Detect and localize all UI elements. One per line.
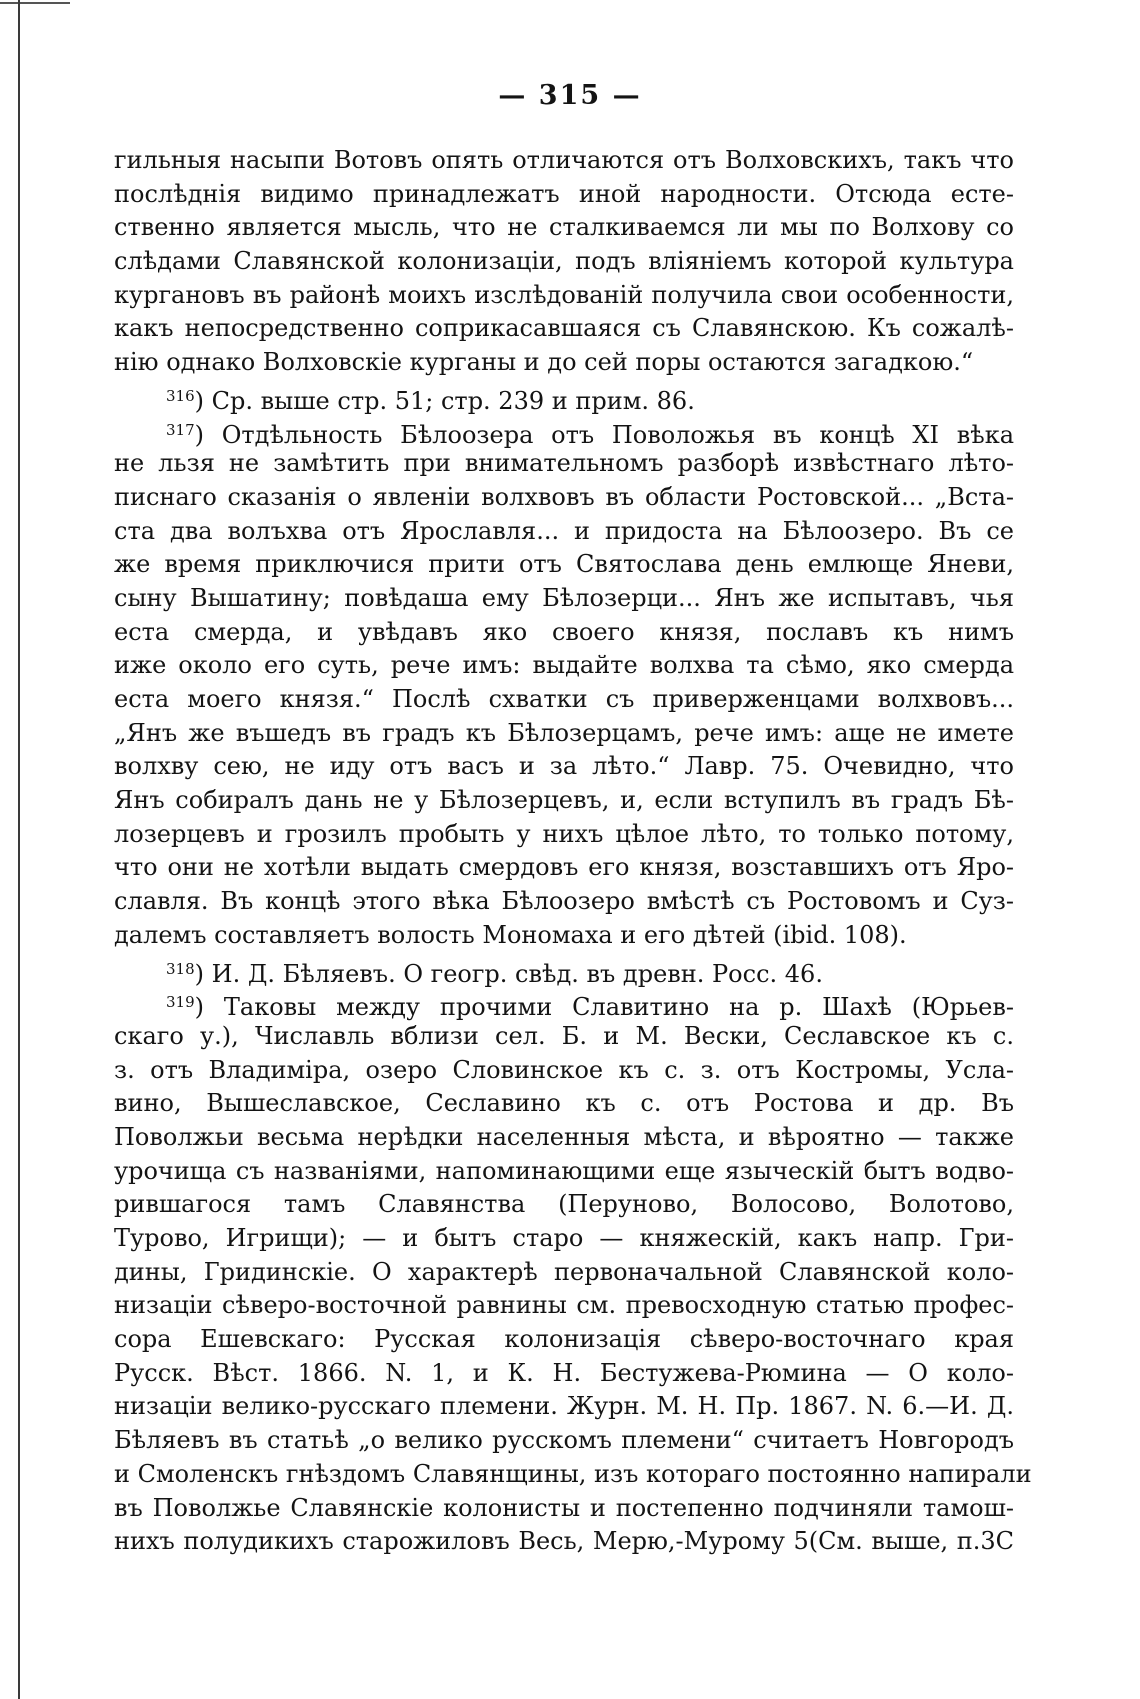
line-text: рившагося тамъ Славянства (Перуново, Волосово, Волотово,: [114, 1190, 1014, 1219]
line-text: слѣдами Славянской колонизаціи, подъ вліяніемъ которой культура: [114, 247, 1014, 276]
line-text: и Смоленскъ гнѣздомъ Славянщины, изъ котораго постоянно напирали: [114, 1459, 1032, 1488]
text-line: [114, 649, 1014, 683]
footnote-number: 316: [166, 386, 195, 405]
text-line: [114, 346, 1014, 380]
line-text: какъ непосредственно соприкасавшаяся съ Славянскою. Къ сожалѣ-: [114, 314, 1014, 343]
line-text: Поволжьи весьма нерѣдки населенныя мѣста, и вѣроятно — также: [114, 1122, 1014, 1151]
text-line: [114, 1323, 1014, 1357]
line-text: послѣднія видимо принадлежатъ иной народности. Отсюда есте-: [114, 179, 1014, 208]
text-line: [114, 279, 1014, 313]
text-line: [114, 683, 1014, 717]
line-text: ственно является мысль, что не сталкиваемся ли мы по Волхову со: [114, 213, 1014, 242]
line-text: ) И. Д. Бѣляевъ. О геогр. свѣд. въ древн. Росс. 46.: [194, 959, 823, 988]
text-line: [114, 1289, 1014, 1323]
line-text: „Янъ же въшедъ въ градъ къ Бѣлозерцамъ, рече имъ: аще не имете: [114, 718, 1014, 747]
text-line: [114, 1188, 1014, 1222]
page-number: — 315 —: [498, 80, 642, 111]
line-text: кургановъ въ районѣ моихъ изслѣдованій получила свои особенности,: [114, 280, 1014, 309]
line-text: что они не хотѣли выдать смердовъ его князя, возставшихъ отъ Яро-: [114, 853, 1014, 882]
text-line: [114, 1020, 1014, 1054]
line-text: урочища съ названіями, напоминающими еще языческій бытъ водво-: [114, 1156, 1014, 1185]
line-text: сыну Вышатину; повѣдаша ему Бѣлозерци... Янъ же испытавъ, чья: [114, 583, 1014, 612]
text-line: [114, 1458, 1032, 1492]
line-text: писнаго сказанія о явленіи волхвовъ въ области Ростовской... „Вста-: [114, 482, 1014, 511]
text-line: [114, 851, 1014, 885]
line-text: еста смерда, и увѣдавъ яко своего князя, пославъ къ нимъ: [114, 617, 1014, 646]
line-text: не льзя не замѣтить при внимательномъ разборѣ извѣстнаго лѣто-: [114, 449, 1014, 478]
line-text: Русск. Вѣст. 1866. N. 1, и К. Н. Бестужева-Рюмина — О коло-: [114, 1358, 1014, 1387]
line-text: гильныя насыпи Вотовъ опять отличаются отъ Волховскихъ, такъ что: [114, 146, 1014, 174]
text-line: [114, 1357, 1014, 1391]
line-text: ) Таковы между прочими Славитино на р. Шахѣ (Юрьев-: [194, 993, 1014, 1022]
line-text: з. отъ Владиміра, озеро Словинское къ с. з. отъ Костромы, Усла-: [114, 1055, 1014, 1084]
line-text: славля. Въ концѣ этого вѣка Бѣлоозеро вмѣстѣ съ Ростовомъ и Суз-: [114, 887, 1014, 916]
line-text: Янъ собиралъ дань не у Бѣлозерцевъ, и, если вступилъ въ градъ Бѣ-: [114, 786, 1014, 815]
line-text: еста моего князя.“ Послѣ схватки съ приверженцами волхвовъ...: [114, 685, 1014, 713]
text-line: [114, 447, 1014, 481]
line-text: волхву сею, не иду отъ васъ и за лѣто.“ Лавр. 75. Очевидно, что: [114, 752, 1014, 781]
line-text: низаціи велико-русскаго племени. Журн. М. Н. Пр. 1867. N. 6.—И. Д.: [114, 1392, 1014, 1421]
text-line: [114, 582, 1014, 616]
text-line: [114, 1155, 1014, 1189]
line-text: ) Отдѣльность Бѣлоозера отъ Поволожья въ концѣ XI вѣка: [194, 420, 1014, 449]
text-line: [114, 1390, 1014, 1424]
line-text: скаго у.), Числавль вблизи сел. Б. и М. Вески, Сеславское къ с.: [114, 1021, 1014, 1050]
line-text: низаціи сѣверо-восточной равнины см. превосходную статью профес-: [114, 1291, 1014, 1320]
line-text: далемъ составляетъ волость Мономаха и его дѣтей (ibid. 108).: [114, 920, 907, 949]
page-edge-rule: [18, 0, 20, 1699]
text-line: [114, 481, 1014, 515]
line-text: нію однако Волховскіе курганы и до сей поры остаются загадкою.“: [114, 348, 974, 377]
line-text: Турово, Игрищи); — и бытъ старо — княжескій, какъ напр. Гри-: [114, 1224, 1014, 1252]
text-line: [114, 1054, 1014, 1088]
text-line: [114, 616, 1014, 650]
text-line: [114, 211, 1014, 245]
text-line: [114, 1492, 1014, 1526]
text-line: [114, 717, 1014, 751]
line-text: ) Ср. выше стр. 51; стр. 239 и прим. 86.: [194, 386, 695, 415]
text-line: [114, 885, 1014, 919]
text-line: [114, 784, 1014, 818]
footnote-number: 317: [166, 420, 195, 439]
text-line: [114, 1222, 1014, 1256]
footnote-number: 318: [166, 959, 195, 978]
line-text: иже около его суть, рече имъ: выдайте волхва та сѣмо, яко смерда: [114, 651, 1014, 680]
text-line: [114, 1087, 1014, 1121]
text-line: [114, 178, 1014, 212]
text-line: [114, 245, 1014, 279]
text-line: [114, 750, 1014, 784]
text-line: [114, 312, 1014, 346]
footnote-number: 319: [166, 993, 195, 1012]
text-line: [114, 548, 1014, 582]
footnote-line: [114, 986, 1014, 1020]
line-text: вино, Вышеславское, Сеславино къ с. отъ Ростова и др. Въ: [114, 1089, 1014, 1118]
text-line: [114, 1424, 1014, 1458]
text-line: [114, 919, 1014, 953]
footnote-line: [114, 380, 1014, 414]
line-text: Бѣляевъ въ статьѣ „о велико русскомъ племени“ считаетъ Новгородъ: [114, 1426, 1014, 1455]
footnote-line: [114, 953, 1014, 987]
line-text: дины, Гридинскіе. О характерѣ первоначальной Славянской коло-: [114, 1257, 1014, 1286]
line-text: въ Поволжье Славянскіе колонисты и постепенно подчиняли тамош-: [114, 1493, 1014, 1522]
footnote-line: [114, 414, 1014, 448]
line-text: сора Ешевскаго: Русская колонизація сѣверо-восточнаго края: [114, 1325, 1014, 1354]
line-text: ста два волъхва отъ Ярославля... и придоста на Бѣлоозеро. Въ се: [114, 516, 1014, 545]
top-edge-rule: [0, 2, 70, 4]
line-text: же время приключися прити отъ Святослава день емлюще Яневи,: [114, 550, 1014, 579]
line-text: лозерцевъ и грозилъ пробыть у нихъ цѣлое лѣто, то только потому,: [114, 819, 1014, 848]
text-line: [114, 515, 1014, 549]
line-text: нихъ полудикихъ старожиловъ Весь, Мерю,-Мурому 5(См. выше, п.3С: [114, 1527, 1014, 1556]
text-line: [114, 1121, 1014, 1155]
text-line: [114, 818, 1014, 852]
text-line: [114, 1256, 1014, 1290]
page-text-body: [114, 144, 1032, 1559]
text-line: [114, 1525, 1014, 1559]
text-line: [114, 144, 1014, 178]
